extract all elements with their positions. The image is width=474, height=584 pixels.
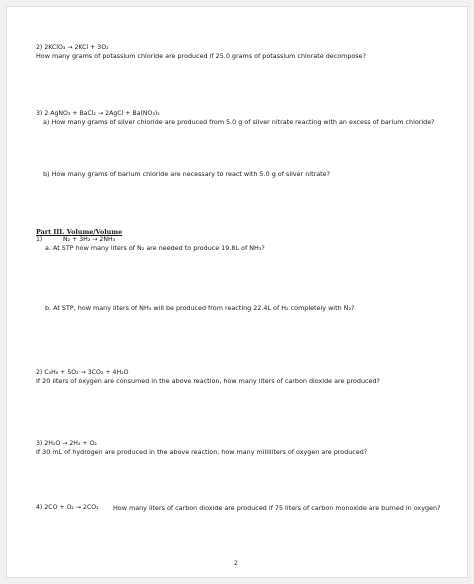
part-iii-q4-equation: 4) 2CO + O₂ → 2CO₂ (36, 504, 99, 511)
part-iii-q4-question: How many liters of carbon dioxide are produced if 75 liters of carbon monoxide are burned in oxygen? (113, 504, 441, 512)
q2-question: How many grams of potassium chloride are produced if 25.0 grams of potassium chlorate decompose? (36, 52, 366, 60)
q3a-question: a) How many grams of silver chloride are produced from 5.0 g of silver nitrate reacting with an excess of barium chloride? (43, 118, 435, 126)
part-iii-q2-question: If 20 liters of oxygen are consumed in the above reaction, how many liters of carbon dioxide are produced? (36, 377, 380, 385)
q2-equation: 2) 2KClO₃ → 2KCl + 3O₂ (36, 44, 109, 51)
page-number: 2 (234, 560, 238, 567)
part-iii-q1b-question: b. At STP, how many liters of NH₃ will be produced from reacting 22.4L of H₂ completely with N₂? (45, 304, 355, 312)
part-iii-q1a-question: a. At STP how many liters of N₂ are needed to produce 19.8L of NH₃? (45, 244, 265, 252)
part-iii-q2-equation: 2) C₃H₈ + 5O₂ → 3CO₂ + 4H₂O (36, 369, 129, 376)
part-iii-q3-equation: 3) 2H₂O → 2H₂ + O₂ (36, 440, 97, 447)
part-iii-q1-equation: N₂ + 3H₂ → 2NH₃ (63, 236, 116, 243)
q3b-question: b) How many grams of barium chloride are necessary to react with 5.0 g of silver nitrate? (43, 170, 330, 178)
part-iii-q1-number: 1) (36, 236, 43, 243)
part-iii-heading: Part III. Volume/Volume (36, 228, 123, 236)
q3-equation: 3) 2 AgNO₃ + BaCl₂ → 2AgCl + Ba(NO₃)₂ (36, 110, 160, 117)
part-iii-q3-question: If 30 mL of hydrogen are produced in the above reaction, how many milliliters of oxygen are produced? (36, 448, 368, 456)
worksheet-page (6, 6, 468, 578)
